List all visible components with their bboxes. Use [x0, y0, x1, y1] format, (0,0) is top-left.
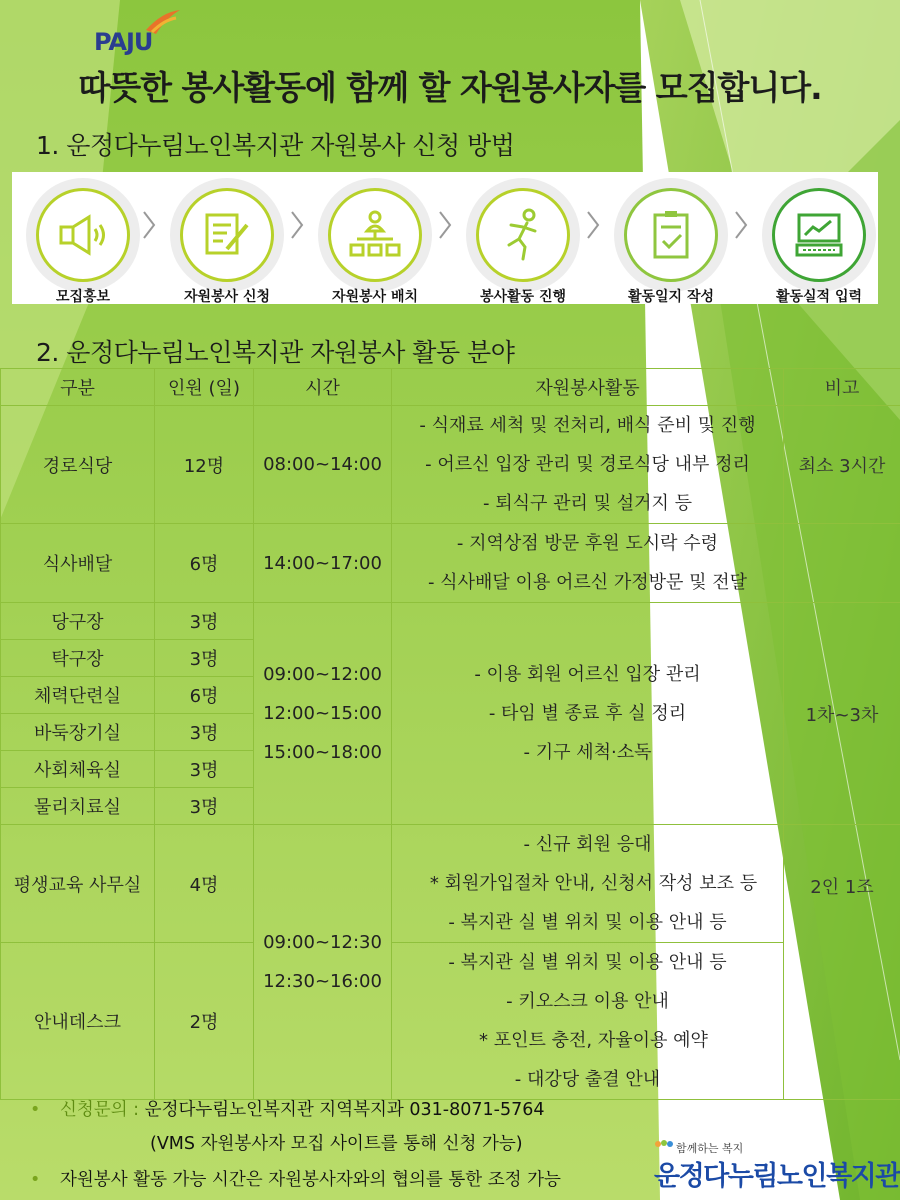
activity-line: - 어르신 입장 관리 및 경로식당 내부 정리	[425, 454, 750, 475]
activity-line: - 복지관 실 별 위치 및 이용 안내 등	[448, 912, 727, 933]
activity-line: - 이용 회원 어르신 입장 관리	[474, 664, 701, 685]
activity-line: - 타임 별 종료 후 실 정리	[488, 703, 687, 724]
activity-line: - 대강당 출결 안내	[514, 1069, 661, 1090]
time-line: 12:00~15:00	[263, 703, 382, 724]
count-cell: 3명	[155, 788, 254, 825]
step-label: 봉사활동 진행	[479, 289, 567, 305]
brand-name: 운정다누림노인복지관	[654, 1161, 900, 1192]
computer-chart-icon	[789, 205, 849, 265]
table-header-row	[1, 369, 900, 406]
category-cell: 식사배달	[1, 524, 155, 603]
logo-text: PAJU	[94, 28, 153, 56]
time-cell	[254, 603, 392, 825]
category-cell: 당구장	[1, 603, 155, 640]
inquiry-subtext: (VMS 자원봉사자 모집 사이트를 통해 신청 가능)	[150, 1134, 523, 1154]
header-count: 인원 (일)	[155, 369, 254, 406]
activity-line: - 퇴식구 관리 및 설거지 등	[483, 493, 692, 514]
header-note: 비고	[784, 369, 900, 406]
chevron-right-icon	[142, 210, 156, 240]
activity-table	[0, 368, 900, 1100]
step-label: 활동일지 작성	[627, 289, 715, 305]
brand-tagline: 함께하는 복지	[676, 1142, 744, 1155]
chevron-right-icon	[290, 210, 304, 240]
note-text: 자원봉사 활동 가능 시간은 자원봉사자와의 협의를 통한 조정 가능	[60, 1170, 561, 1190]
header-time: 시간	[254, 369, 392, 406]
time-line: 09:00~12:30	[263, 932, 382, 953]
chevron-right-icon	[586, 210, 600, 240]
bullet: •	[30, 1100, 41, 1120]
megaphone-icon	[53, 205, 113, 265]
activity-line: - 식재료 세척 및 전처리, 배식 준비 및 진행	[419, 415, 756, 436]
count-cell: 3명	[155, 751, 254, 788]
brand-logo	[654, 1140, 900, 1194]
count-cell: 3명	[155, 714, 254, 751]
org-chart-icon	[345, 205, 405, 265]
checklist-icon	[641, 205, 701, 265]
activity-line: - 식사배달 이용 어르신 가정방문 및 전달	[427, 572, 748, 593]
count-cell: 2명	[155, 943, 254, 1100]
note-cell: 최소 3시간	[784, 406, 900, 524]
section-1-title: 1. 운정다누림노인복지관 자원봉사 신청 방법	[36, 131, 515, 160]
table-row	[1, 524, 900, 603]
activity-line: * 회원가입절차 안내, 신청서 작성 보조 등	[429, 873, 758, 894]
activity-cell	[392, 406, 784, 524]
note-cell: 1차~3차	[784, 603, 900, 825]
chevron-right-icon	[438, 210, 452, 240]
step-label: 활동실적 입력	[775, 289, 863, 305]
time-cell: 14:00~17:00	[254, 524, 392, 603]
header-activity: 자원봉사활동	[392, 369, 784, 406]
time-cell	[254, 825, 392, 1100]
count-cell: 12명	[155, 406, 254, 524]
note-cell-empty	[784, 524, 900, 603]
time-cell: 08:00~14:00	[254, 406, 392, 524]
inquiry-line	[30, 1096, 544, 1121]
activity-line: * 포인트 충전, 자율이용 예약	[479, 1030, 708, 1051]
time-line: 15:00~18:00	[263, 742, 382, 763]
category-cell: 경로식당	[1, 406, 155, 524]
count-cell: 6명	[155, 677, 254, 714]
activity-line: - 신규 회원 응대	[523, 834, 652, 855]
inquiry-text: 운정다누림노인복지관 지역복지과 031-8071-5764	[144, 1100, 545, 1120]
activity-line: - 복지관 실 별 위치 및 이용 안내 등	[448, 952, 727, 973]
count-cell: 3명	[155, 640, 254, 677]
step-label: 자원봉사 신청	[183, 289, 271, 305]
paju-logo	[94, 8, 204, 56]
page-title: 따뜻한 봉사활동에 함께 할 자원봉사자를 모집합니다.	[78, 68, 822, 107]
category-cell: 탁구장	[1, 640, 155, 677]
activity-line: - 지역상점 방문 후원 도시락 수령	[456, 533, 719, 554]
category-cell: 체력단련실	[1, 677, 155, 714]
activity-line: - 키오스크 이용 안내	[506, 991, 669, 1012]
table-row	[1, 825, 900, 943]
category-cell: 바둑장기실	[1, 714, 155, 751]
count-cell: 6명	[155, 524, 254, 603]
time-line: 12:30~16:00	[263, 971, 382, 992]
category-cell: 물리치료실	[1, 788, 155, 825]
activity-cell	[392, 943, 784, 1100]
form-pen-icon	[197, 205, 257, 265]
bullet: •	[30, 1170, 41, 1190]
inquiry-label: 신청문의 :	[60, 1100, 140, 1120]
activity-cell	[392, 825, 784, 943]
header-category: 구분	[1, 369, 155, 406]
chevron-right-icon	[734, 210, 748, 240]
table-row	[1, 406, 900, 524]
step-label: 자원봉사 배치	[331, 289, 419, 305]
category-cell: 사회체육실	[1, 751, 155, 788]
running-person-icon	[493, 205, 553, 265]
count-cell: 3명	[155, 603, 254, 640]
category-cell: 평생교육 사무실	[1, 825, 155, 943]
activity-cell	[392, 524, 784, 603]
table-row	[1, 943, 900, 1100]
time-adjust-note	[30, 1166, 561, 1191]
step-label: 모집홍보	[55, 289, 111, 305]
activity-cell	[392, 603, 784, 825]
category-cell: 안내데스크	[1, 943, 155, 1100]
table-row	[1, 603, 900, 640]
time-line: 09:00~12:00	[263, 664, 382, 685]
note-cell: 2인 1조	[784, 825, 900, 1100]
activity-line: - 기구 세척·소독	[523, 742, 652, 763]
count-cell: 4명	[155, 825, 254, 943]
section-2-title: 2. 운정다누림노인복지관 자원봉사 활동 분야	[36, 338, 515, 367]
